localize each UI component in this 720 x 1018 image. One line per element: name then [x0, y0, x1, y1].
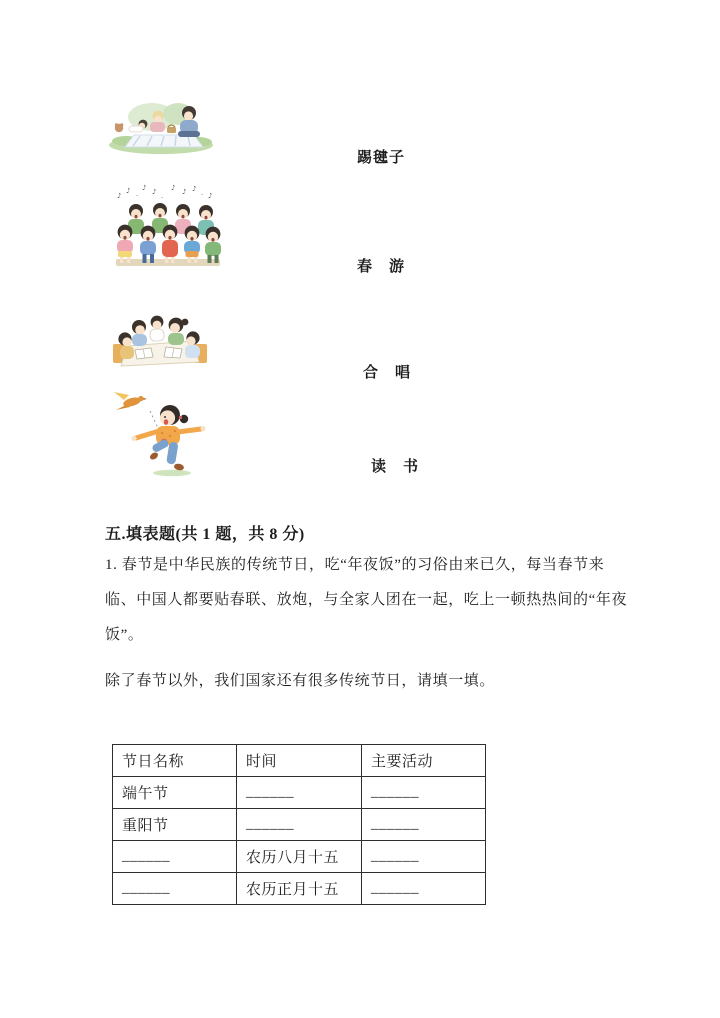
- svg-text:♪: ♪: [171, 184, 176, 192]
- match-label-dushu: 读 书: [371, 459, 420, 475]
- match-label-hechang: 合 唱: [363, 365, 412, 381]
- fill-in-prompt: 除了春节以外，我们国家还有很多传统节日，请填一填。: [105, 673, 496, 689]
- section-heading: 五.填表题(共 1 题，共 8 分): [105, 526, 305, 543]
- festival-table: [112, 744, 486, 905]
- cell-festival: 重阳节: [113, 809, 237, 841]
- svg-text:♪: ♪: [117, 192, 122, 200]
- match-label-tijianzi: 踢毽子: [357, 150, 406, 166]
- svg-text:♪: ♪: [192, 185, 197, 193]
- cell-time-blank: ______: [237, 809, 362, 841]
- table-row: [113, 809, 486, 841]
- cell-activity-blank: ______: [362, 873, 486, 905]
- svg-text:.: .: [161, 192, 164, 200]
- table-row: [113, 777, 486, 809]
- svg-text:♪: ♪: [126, 187, 131, 195]
- svg-text:♪: ♪: [182, 188, 187, 196]
- header-time: 时间: [237, 745, 362, 777]
- svg-text:♪: ♪: [208, 192, 213, 200]
- cell-activity-blank: ______: [362, 841, 486, 873]
- table-row: [113, 841, 486, 873]
- question-paragraph: [105, 548, 627, 653]
- svg-text:.: .: [201, 189, 204, 197]
- cell-festival-blank: ______: [113, 841, 237, 873]
- paragraph-line-2: 临、中国人都要贴春联、放炮，与全家人团在一起，吃上一顿热热间的“年夜: [105, 592, 628, 608]
- match-label-chunyou: 春 游: [357, 259, 406, 275]
- header-main-activity: 主要活动: [362, 745, 486, 777]
- paragraph-line-3: 饭”。: [105, 627, 144, 643]
- header-festival-name: 节日名称: [113, 745, 237, 777]
- cell-time: 农历正月十五: [237, 873, 362, 905]
- cell-festival: 端午节: [113, 777, 237, 809]
- svg-text:♪: ♪: [152, 188, 157, 196]
- table-row: [113, 873, 486, 905]
- cell-activity-blank: ______: [362, 809, 486, 841]
- girl-with-bird-illustration: [112, 386, 212, 478]
- cell-time-blank: ______: [237, 777, 362, 809]
- children-reading-illustration: [110, 308, 210, 374]
- svg-text:♪: ♪: [142, 184, 147, 192]
- svg-text:.: .: [136, 190, 139, 198]
- cell-festival-blank: ______: [113, 873, 237, 905]
- children-choir-illustration: [108, 180, 226, 275]
- cell-time: 农历八月十五: [237, 841, 362, 873]
- table-header-row: [113, 745, 486, 777]
- family-picnic-illustration: [106, 97, 216, 155]
- cell-activity-blank: ______: [362, 777, 486, 809]
- paragraph-line-1: 1. 春节是中华民族的传统节日，吃“年夜饭”的习俗由来已久，每当春节来: [105, 557, 605, 573]
